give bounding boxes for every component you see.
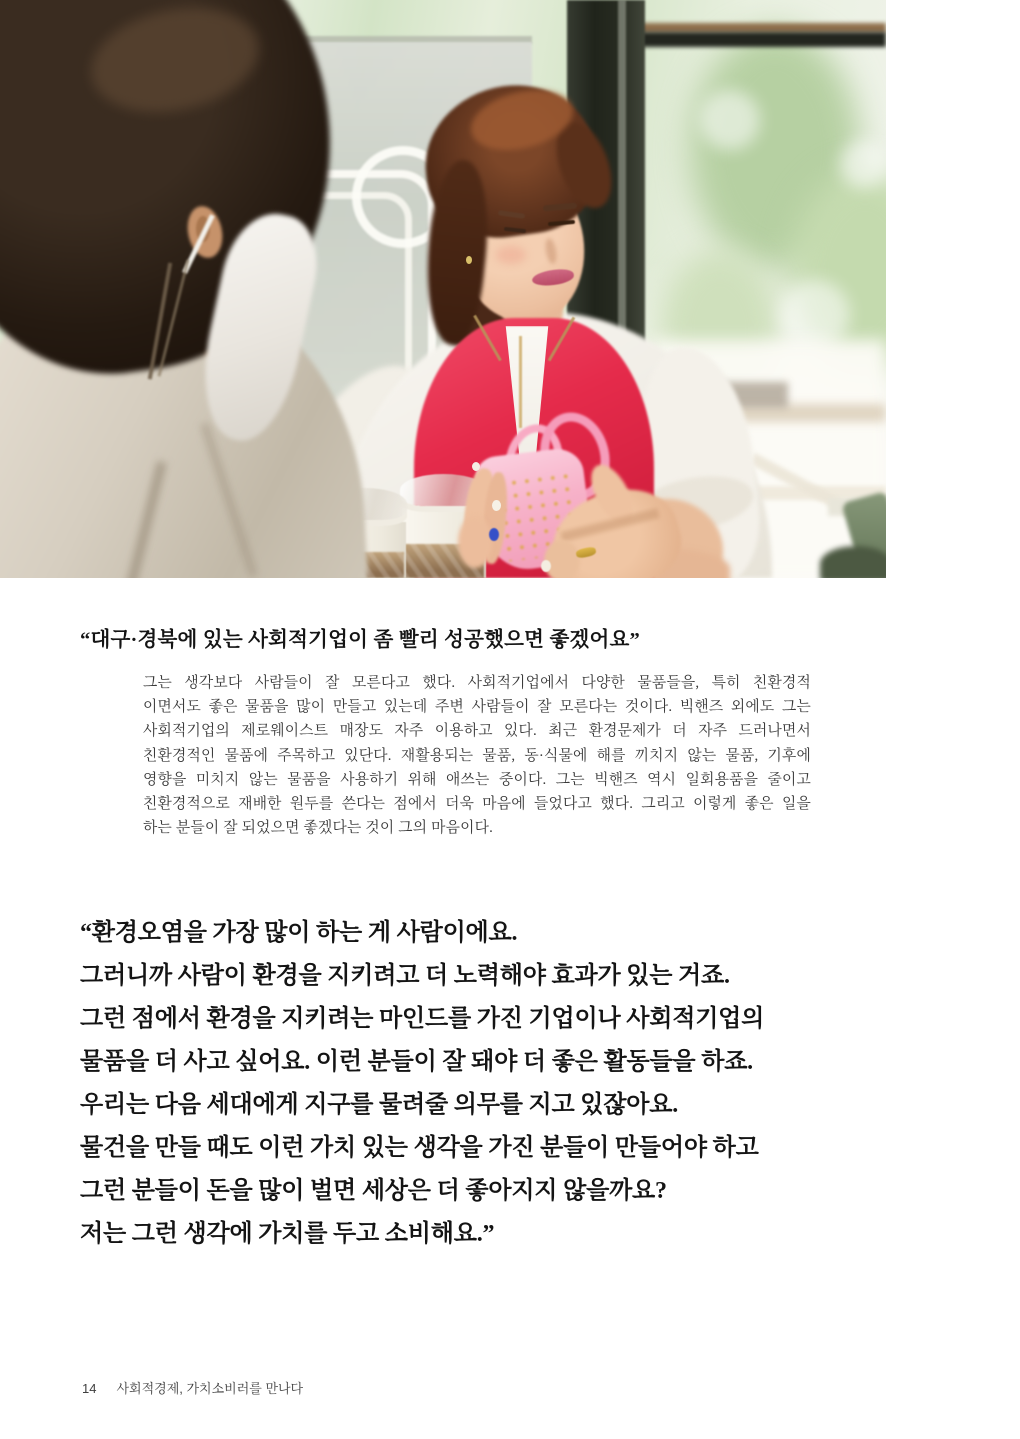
- white-fingernail: [541, 560, 551, 572]
- body-line: 이면서도 좋은 물품을 많이 만들고 있는데 주변 사람들이 잘 모른다는 것이다. 빅핸즈 외에도 그는: [143, 699, 811, 716]
- white-fingernail: [492, 500, 501, 511]
- green-chair-seat: [820, 546, 886, 578]
- interview-photo: [0, 0, 886, 578]
- earring: [466, 256, 472, 264]
- pull-quote-line: 그런 점에서 환경을 지키려는 마인드를 가진 기업이나 사회적기업의: [80, 1006, 765, 1032]
- page-number: 14: [82, 1381, 97, 1396]
- page-footer: [82, 1378, 303, 1397]
- left-hand-thumb: [458, 516, 492, 568]
- body-line: 친환경적으로 재배한 원두를 쓴다는 점에서 더욱 마음에 들었다고 했다. 그리고 이렇게 좋은 일을: [143, 796, 811, 813]
- pull-quote-line: 저는 그런 생각에 가치를 두고 소비해요.”: [80, 1221, 495, 1247]
- blue-fingernail: [489, 528, 499, 541]
- necklace-chain: [519, 336, 522, 428]
- bokeh-light: [840, 140, 886, 188]
- bokeh-light: [700, 90, 760, 150]
- body-line: 그는 생각보다 사람들이 잘 모른다고 했다. 사회적기업에서 다양한 물품들을, 특히 친환경적: [143, 675, 811, 691]
- pull-quote-line: 그런 분들이 돈을 많이 벌면 세상은 더 좋아지지 않을까요?: [80, 1178, 667, 1204]
- pull-quote-line: 우리는 다음 세대에게 지구를 물려줄 의무를 지고 있잖아요.: [80, 1092, 679, 1118]
- body-line: 사회적기업의 제로웨이스트 매장도 자주 이용하고 있다. 최근 환경문제가 더 자주 드러나면서: [143, 723, 811, 740]
- cheek-blush: [496, 246, 526, 264]
- body-line: 영향을 미치지 않는 물품을 사용하기 위해 애쓰는 중이다. 그는 빅핸즈 역시 일회용품을 줄이고: [143, 771, 811, 788]
- pull-quote-line: 물건을 만들 때도 이런 가치 있는 생각을 가진 분들이 만들어야 하고: [80, 1135, 759, 1161]
- body-line: 친환경적인 물품에 주목하고 있단다. 재활용되는 물품, 동·식물에 해를 끼치지 않는 물품, 기후에: [143, 747, 811, 764]
- pull-quote: [80, 912, 880, 1256]
- body-line: 하는 분들이 잘 되었으면 좋겠다는 것이 그의 마음이다.: [143, 820, 494, 837]
- body-paragraph: [143, 671, 811, 840]
- pull-quote-line: “환경오염을 가장 많이 하는 게 사람이에요.: [80, 920, 518, 946]
- footer-title: 사회적경제, 가치소비러를 만나다: [116, 1381, 304, 1396]
- white-fingernail: [472, 462, 480, 471]
- pull-quote-line: 물품을 더 사고 싶어요. 이런 분들이 잘 돼야 더 좋은 활동들을 하죠.: [80, 1049, 753, 1075]
- section-headline: “대구·경북에 있는 사회적기업이 좀 빨리 성공했으면 좋겠어요”: [80, 629, 640, 651]
- right-hand-finger: [544, 540, 580, 578]
- pull-quote-line: 그러니까 사람이 환경을 지키려고 더 노력해야 효과가 있는 거죠.: [80, 963, 730, 989]
- window-transom-bar: [608, 32, 886, 47]
